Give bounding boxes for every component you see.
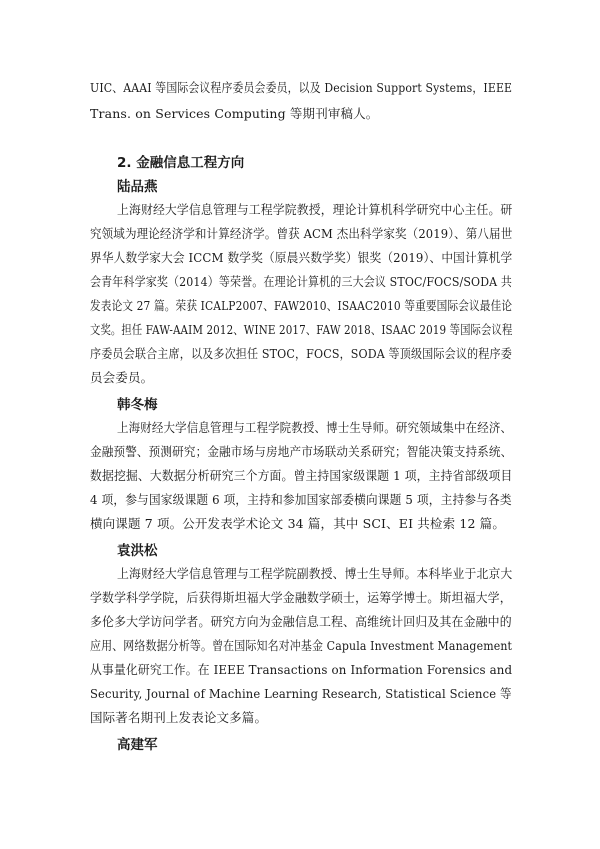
paragraph-line: 上海财经大学信息管理与工程学院教授，理论计算机科学研究中心主任。研 xyxy=(117,202,513,217)
paragraph-line: 金融预警、预测研究；金融市场与房地产市场联动关系研究；智能决策支持系统、 xyxy=(90,444,513,459)
paragraph-line: 序委员会联合主席，以及多次担任 STOC，FOCS，SODA 等顶级国际会议的程序委 xyxy=(90,346,512,361)
paragraph-line: 上海财经大学信息管理与工程学院副教授、博士生导师。本科毕业于北京大 xyxy=(117,566,513,581)
paragraph-line: 究领域为理论经济学和计算经济学。曾获 ACM 杰出科学家奖（2019）、第八届世 xyxy=(90,226,513,241)
paragraph-line: 会青年科学家奖（2014）等荣誉。在理论计算机的三大会议 STOC/FOCS/SODA 共 xyxy=(90,274,513,289)
person-name-han-dongmei: 韩冬梅 xyxy=(117,397,158,413)
paragraph-line: 应用、网络数据分析等。曾在国际知名对冲基金 Capula Investment Management xyxy=(90,638,513,653)
paragraph-line: 发表论文 27 篇。荣获 ICALP2007、FAW2010、ISAAC2010 等重要国际会议最佳论 xyxy=(90,298,513,313)
paragraph-line: 国际著名期刊上发表论文多篇。 xyxy=(90,710,268,725)
intro-line-2: Trans. on Services Computing 等期刊审稿人。 xyxy=(90,106,379,121)
paragraph-line: 学数学科学学院，后获得斯坦福大学金融数学硕士，运筹学博士。斯坦福大学， xyxy=(90,590,512,605)
paragraph-line: 从事量化研究工作。在 IEEE Transactions on Information Forensics and xyxy=(90,662,513,677)
paragraph-line: 文奖。担任 FAW-AAIM 2012、WINE 2017、FAW 2018、ISAAC 2019 等国际会议程 xyxy=(90,322,513,337)
paragraph-line: 数据挖掘、大数据分析研究三个方面。曾主持国家级课题 1 项，主持省部级项目 xyxy=(90,468,513,483)
paragraph-line: Security, Journal of Machine Learning Research, Statistical Science 等 xyxy=(90,686,512,701)
paragraph-line: 员会委员。 xyxy=(90,370,154,385)
paragraph-line: 上海财经大学信息管理与工程学院教授、博士生导师。研究领域集中在经济、 xyxy=(117,420,513,435)
person-name-yuan-hongsong: 袁洪松 xyxy=(117,543,158,559)
person-name-lu-pinyan: 陆品燕 xyxy=(117,179,158,195)
paragraph-line: 多伦多大学访问学者。研究方向为金融信息工程、高维统计回归及其在金融中的 xyxy=(90,614,512,629)
paragraph-line: 4 项，参与国家级课题 6 项，主持和参加国家部委横向课题 5 项，主持参与各类 xyxy=(90,492,512,507)
paragraph-line: 横向课题 7 项。公开发表学术论文 34 篇，其中 SCI、EI 共检索 12 篇。 xyxy=(90,516,505,531)
intro-line-1: UIC、AAAI 等国际会议程序委员会委员，以及 Decision Support Systems，IEEE xyxy=(90,80,513,95)
person-name-gao-jianjun: 高建军 xyxy=(117,737,158,753)
paragraph-line: 界华人数学家大会 ICCM 数学奖（原晨兴数学奖）银奖（2019）、中国计算机学 xyxy=(90,250,513,265)
section-title: 2. 金融信息工程方向 xyxy=(117,155,245,171)
